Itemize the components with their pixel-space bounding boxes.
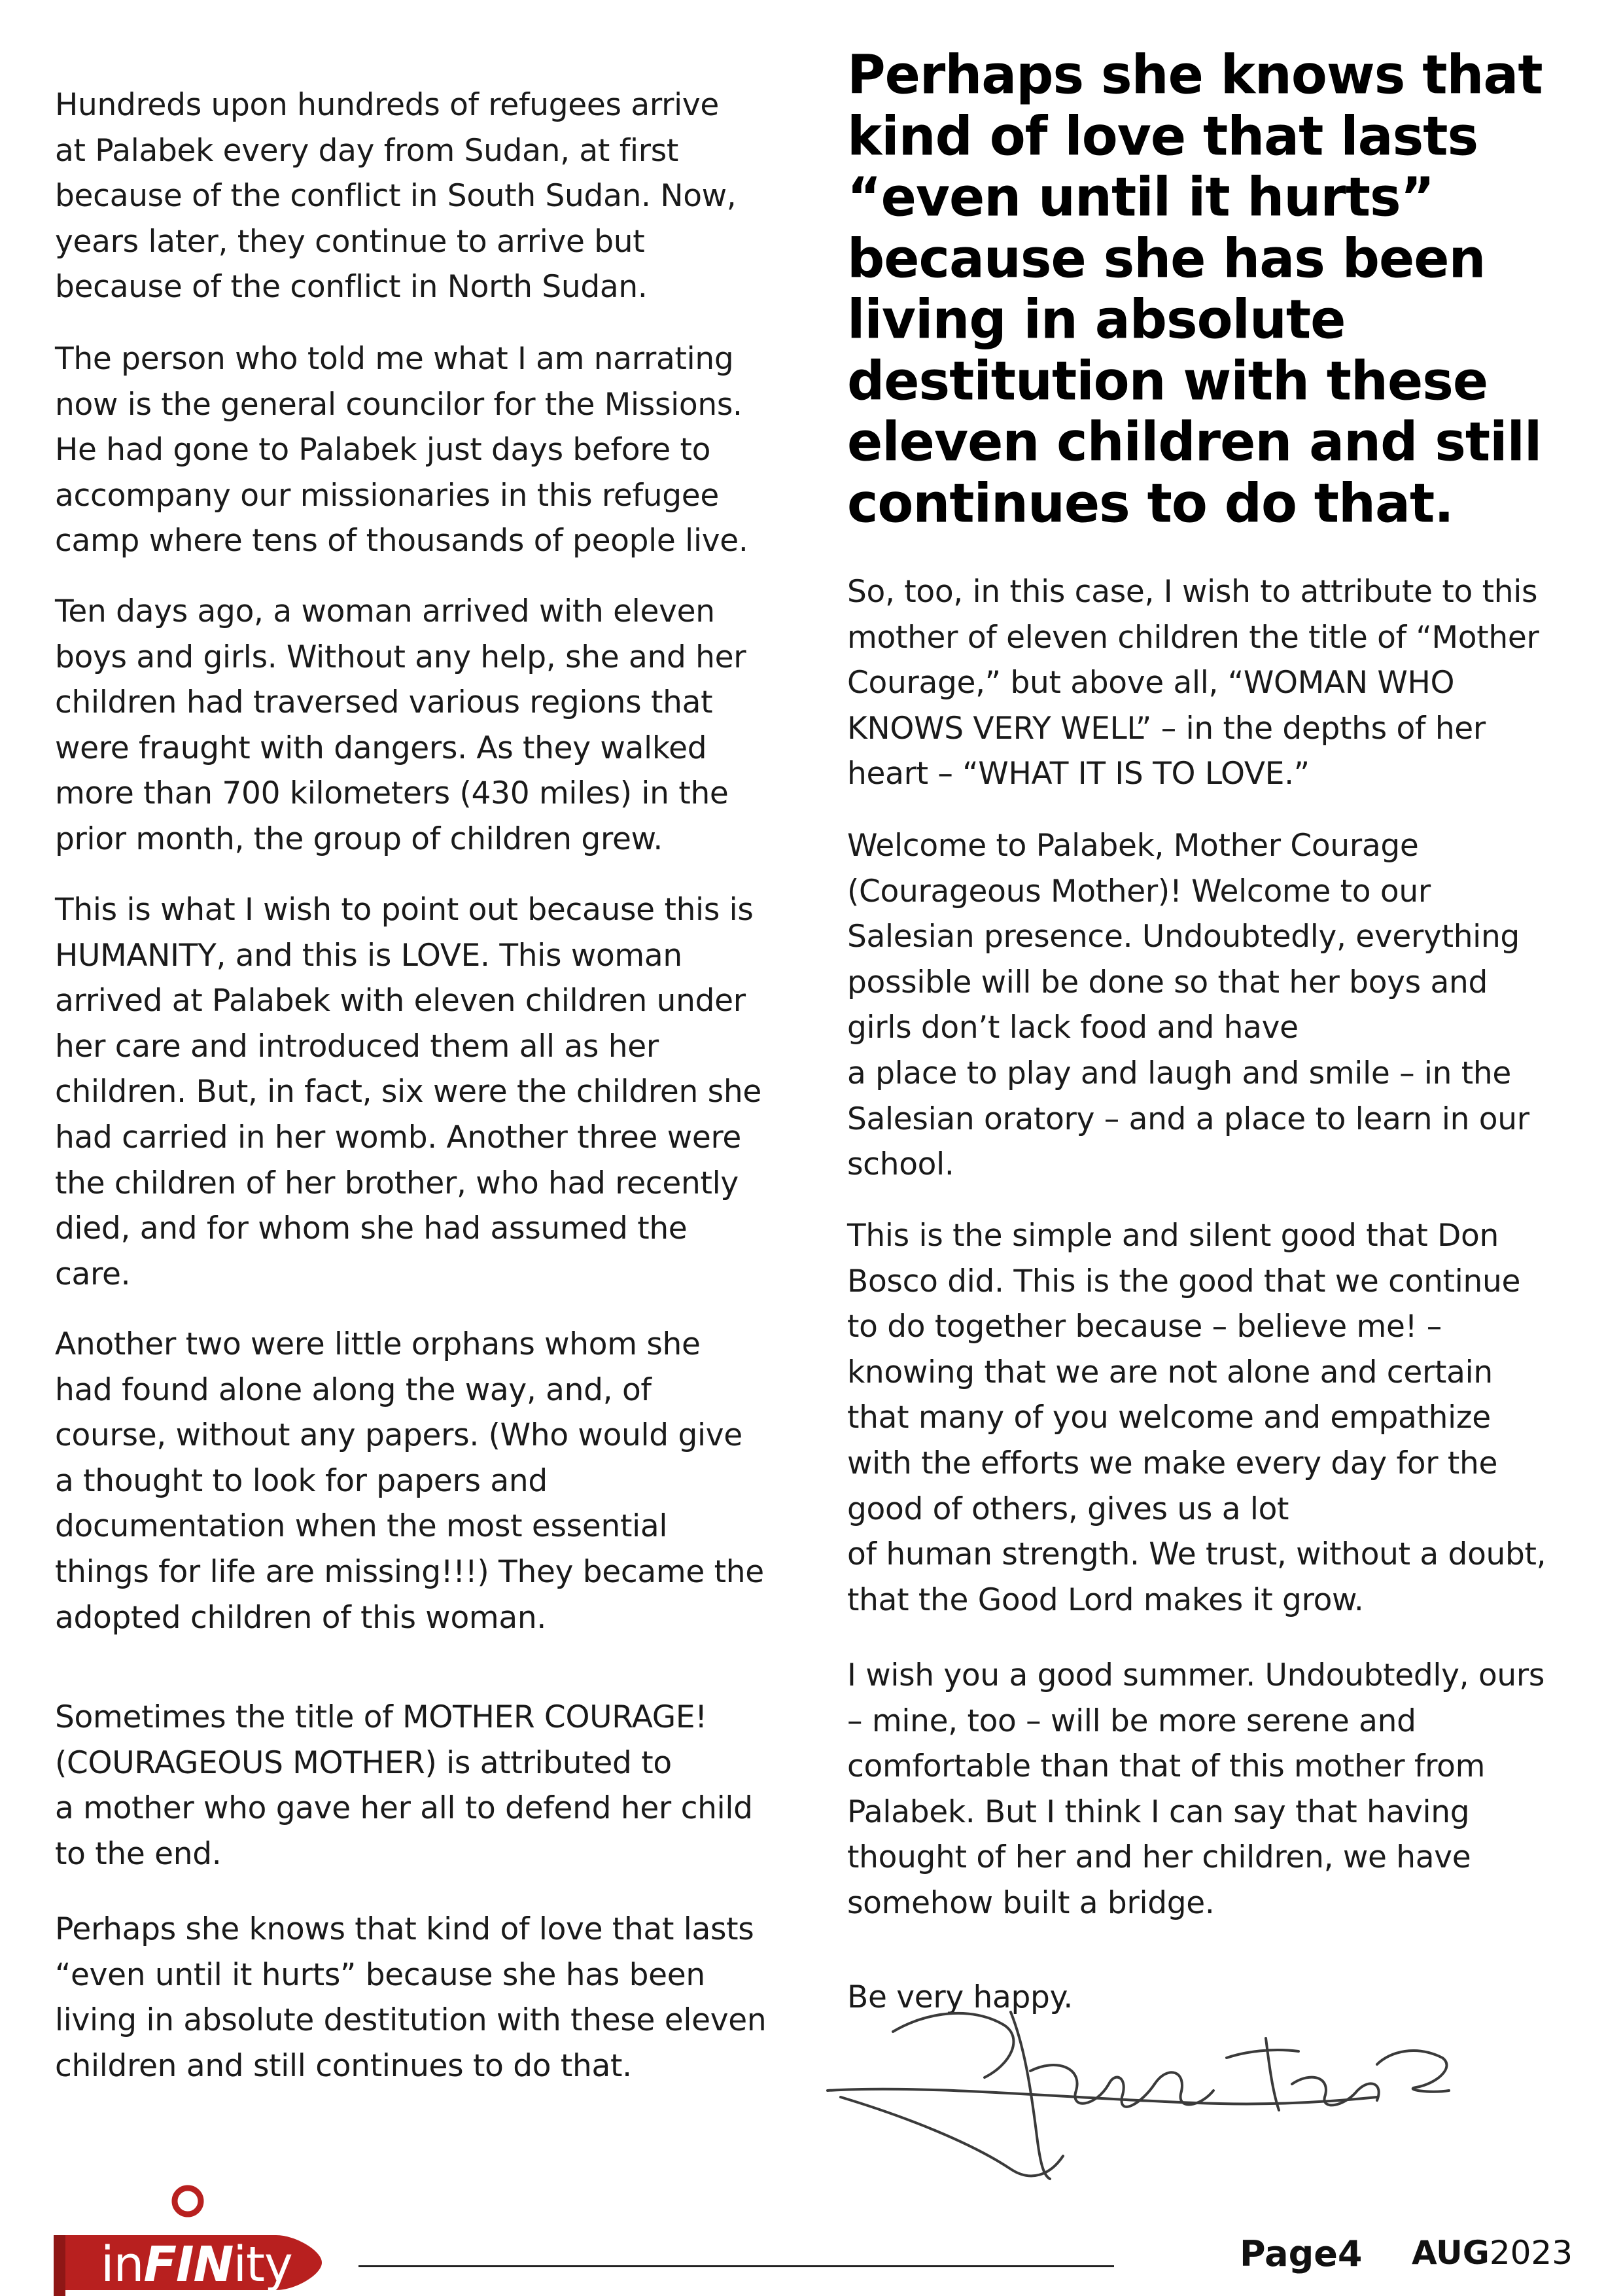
footer-divider	[358, 2265, 1114, 2267]
infinity-logo: inFINity	[54, 2172, 328, 2296]
issue-year: 2023	[1489, 2234, 1573, 2272]
paragraph: Sometimes the title of MOTHER COURAGE! (COURAGEOUS MOTHER) is attributed to a mother who gave her all to defend her child to the end.	[55, 1699, 753, 1872]
paragraph: This is what I wish to point out because this is HUMANITY, and this is LOVE. This woman arrived at Palabek with eleven children under her care and introduced them all as her children. But, in fact, six were the children she had carried in her womb. Another three were the children of her brother, who had recently died, and for whom she had assumed the care.	[55, 892, 761, 1292]
paragraph: Be very happy.	[847, 1979, 1073, 2015]
paragraph: The person who told me what I am narrating now is the general councilor for the Missions. He had gone to Palabek just days before to accompany our missionaries in this refugee camp where tens of thousands of people live.	[55, 341, 748, 559]
issue-date	[1412, 2234, 1573, 2272]
paragraph: Hundreds upon hundreds of refugees arrive at Palabek every day from Sudan, at first because of the conflict in South Sudan. Now, years later, they continue to arrive but because of the conflict in North Sudan.	[55, 87, 737, 306]
page-number: Page4	[1240, 2233, 1363, 2274]
paragraph: I wish you a good summer. Undoubtedly, ours – mine, too – will be more serene and comfortable than that of this mother from Palabek. But I think I can say that having thought of her and her children, we have somehow built a bridge.	[847, 1657, 1545, 1921]
paragraph: Another two were little orphans whom she had found alone along the way, and, of course, without any papers. (Who would give a thought to look for papers and documentation when the most essential things for life are missing!!!) They became the adopted children of this woman.	[55, 1326, 764, 1636]
paragraph: Welcome to Palabek, Mother Courage (Courageous Mother)! Welcome to our Salesian presence. Undoubtedly, everything possible will be done so that her boys and girls don’t lack food and have a place to play and laugh and smile – in the Salesian oratory – and a place to learn in our school.	[847, 828, 1529, 1183]
signature-image	[814, 1986, 1521, 2182]
paragraph: This is the simple and silent good that Don Bosco did. This is the good that we continue to do together because – believe me! – knowing that we are not alone and certain that many of you welcome and empathize with the efforts we make every day for the good of others, gives us a lot of human strength. We trust, without a doubt, that the Good Lord makes it grow.	[847, 1218, 1546, 1618]
paragraph: So, too, in this case, I wish to attribute to this mother of eleven children the title of “Mother Courage,” but above all, “WOMAN WHO KNOWS VERY WELL” – in the depths of her heart – “WHAT IT IS TO LOVE.”	[847, 574, 1539, 792]
paragraph: Ten days ago, a woman arrived with eleven boys and girls. Without any help, she and her children had traversed various regions that were fraught with dangers. As they walked more than 700 kilometers (430 miles) in the prior month, the group of children grew.	[55, 593, 746, 857]
paragraph: Perhaps she knows that kind of love that lasts “even until it hurts” because she has been living in absolute destitution with these eleven children and still continues to do that.	[55, 1911, 767, 2084]
pull-quote: Perhaps she knows that kind of love that lasts “even until it hurts” because she has been living in absolute destitution with these eleven children and still continues to do that.	[847, 44, 1543, 535]
issue-month: AUG	[1412, 2234, 1490, 2272]
